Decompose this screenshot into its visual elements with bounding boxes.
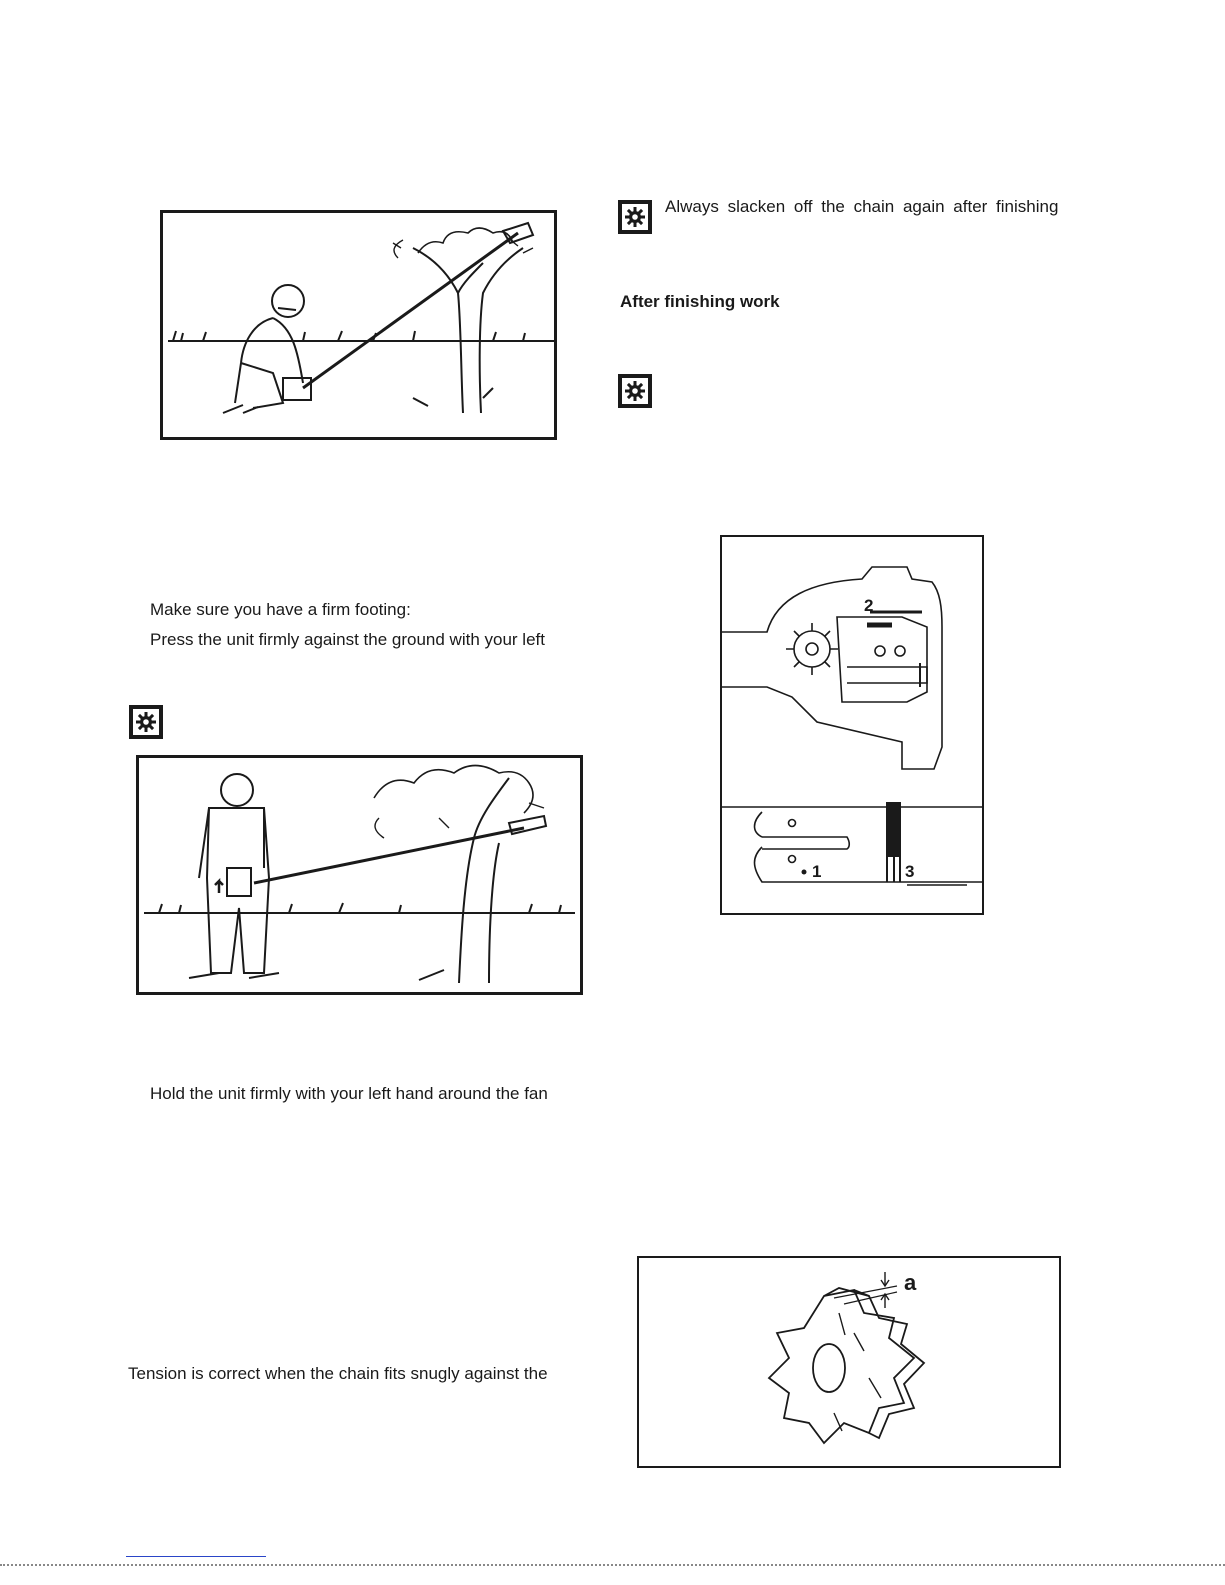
figure-standing-operator xyxy=(136,755,583,995)
firm-footing-text: Make sure you have a firm footing: xyxy=(150,600,411,619)
slacken-chain-text: Always slacken off the chain again after finishing xyxy=(665,197,1059,216)
press-unit-text: Press the unit firmly against the ground with your left xyxy=(150,630,545,649)
figure-sprocket xyxy=(637,1256,1061,1468)
kneeling-operator-illustration xyxy=(163,213,554,437)
tension-correct-text: Tension is correct when the chain fits snugly against the xyxy=(128,1364,548,1383)
figure-bar-tension xyxy=(720,535,984,915)
after-finishing-heading: After finishing work xyxy=(620,292,780,311)
sprocket-illustration xyxy=(639,1258,1059,1466)
gear-icon xyxy=(624,380,646,402)
page-bottom-rule xyxy=(0,1564,1225,1566)
settings-gear-icon xyxy=(129,705,163,739)
footer-link-underline xyxy=(126,1556,266,1557)
standing-operator-illustration xyxy=(139,758,580,992)
bar-tension-illustration xyxy=(722,537,982,913)
figure-kneeling-operator xyxy=(160,210,557,440)
label-three: 3 xyxy=(905,862,915,881)
gear-icon xyxy=(624,206,646,228)
settings-gear-icon xyxy=(618,374,652,408)
settings-gear-icon xyxy=(618,200,652,234)
label-a: a xyxy=(904,1270,917,1295)
label-one: 1 xyxy=(812,862,822,881)
label-two: 2 xyxy=(864,596,874,615)
gear-icon xyxy=(135,711,157,733)
hold-unit-text: Hold the unit firmly with your left hand around the fan xyxy=(150,1084,548,1103)
